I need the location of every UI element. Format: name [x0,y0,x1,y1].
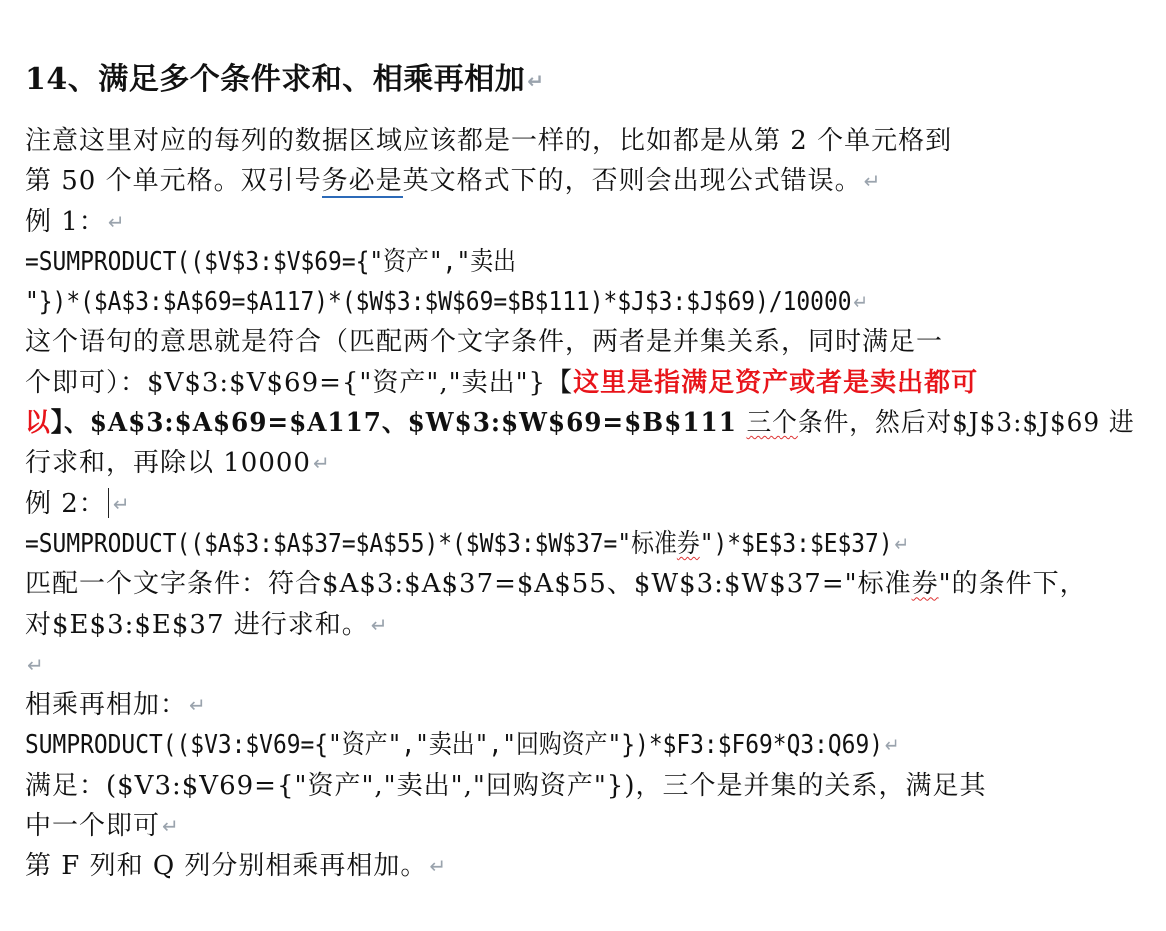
paragraph-mark-icon: ↵ [112,491,131,516]
example-1-formula-line-2 [25,282,1135,322]
text-cursor [108,488,109,518]
paragraph-mark-icon: ↵ [370,612,389,637]
explain-text: 对$E$3:$E$37 进行求和。 [25,609,369,640]
multiply-explain-line-3 [25,846,1135,886]
paragraph-mark-icon: ↵ [527,69,545,93]
explain-text: 个即可）：$V$3:$V$69={"资产","卖出"}【 [25,367,574,398]
formula-wrap [25,524,909,564]
note-text: 第 50 个单元格。双引号 [25,166,322,197]
paragraph-mark-icon: ↵ [189,693,207,718]
spellcheck-text: 券 [911,569,939,600]
explain-text: 】、$A$3:$A$69=$A117、$W$3:$W$69=$B$111 [50,408,747,439]
multiply-explain-line-2 [25,806,1135,846]
example-1-explain-line-4 [25,443,1135,483]
paragraph-mark-icon: ↵ [863,169,882,194]
formula-text: SUMPRODUCT(($V3:$V69={"资产","卖出","回购资产"})*$F3:$F69*Q3:Q69) [25,730,884,761]
paragraph-mark-icon: ↵ [894,531,910,556]
paragraph-mark-icon: ↵ [853,290,869,315]
explain-text: 匹配一个文字条件：符合$A$3:$A$37=$A$55、$W$3:$W$37="标准 [25,569,912,600]
example-1-label [25,202,1135,242]
paragraph-mark-icon: ↵ [162,814,180,839]
note-text: 英文格式下的，否则会出现公式错误。 [402,166,862,197]
formula-text: =SUMPRODUCT(($V$3:$V$69={"资产","卖出 [25,246,516,277]
paragraph-mark-icon: ↵ [27,652,45,677]
highlight-text: 这里是指满足资产或者是卖出都可 [573,367,979,398]
line-fit-wrap [25,403,1135,443]
formula-wrap [25,282,868,322]
example-label-text: 例 2： [25,488,106,519]
multiply-label [25,685,1135,725]
example-2-label [25,484,1135,524]
example-1-explain-line-3 [25,403,1135,443]
paragraph-mark-icon: ↵ [429,854,448,879]
example-1-formula-line-1 [25,242,1135,282]
explain-text: 中一个即可 [25,811,161,842]
example-label-text: 例 1： [25,206,106,237]
formula-text: ")*$E$3:$E$37) [699,528,893,559]
note-line-2 [25,161,1135,201]
empty-paragraph [25,645,1135,685]
highlight-text: 以 [25,408,51,439]
formula-text: =SUMPRODUCT(($A$3:$A$37=$A$55)*($W$3:$W$37="标准 [25,528,677,559]
heading-text: 14、满足多个条件求和、相乘再相加 [25,62,526,97]
multiply-formula [25,725,1135,765]
explain-text: "的条件下， [938,569,1087,600]
explain-text: 满足：($V3:$V69={"资产","卖出","回购资产"})，三个是并集的关系，满足其 [25,770,987,801]
example-2-explain-line-1 [25,564,1135,604]
spellcheck-text: 券 [676,528,700,559]
example-1-explain-line-1 [25,322,1135,362]
example-2-formula [25,524,1135,564]
formula-text: "})*($A$3:$A$69=$A117)*($W$3:$W$69=$B$111)*$J$3:$J$69)/10000 [25,287,852,318]
section-label-text: 相乘再相加： [25,690,188,721]
formula-wrap [25,725,900,765]
explain-text: 行求和，再除以 10000 [25,448,311,479]
paragraph-mark-icon: ↵ [884,733,900,758]
underlined-text: 务必是 [321,166,403,197]
spellcheck-text: 三个 [746,408,798,439]
example-1-explain-line-2 [25,363,1135,403]
paragraph-mark-icon: ↵ [107,209,126,234]
paragraph-mark-icon: ↵ [312,451,331,476]
explain-text: 第 F 列和 Q 列分别相乘再相加。 [25,851,428,882]
document-page [25,58,1135,887]
note-text: 注意这里对应的每列的数据区域应该都是一样的，比如都是从第 2 个单元格到 [25,126,953,156]
multiply-explain-line-1 [25,766,1135,806]
section-heading [25,58,1135,103]
explain-text: 这个语句的意思就是符合（匹配两个文字条件，两者是并集关系，同时满足一 [25,327,944,358]
example-2-explain-line-2 [25,605,1135,645]
note-line-1 [25,121,1135,161]
explain-text: 条件，然后对$J$3:$J$69 进 [797,408,1135,439]
